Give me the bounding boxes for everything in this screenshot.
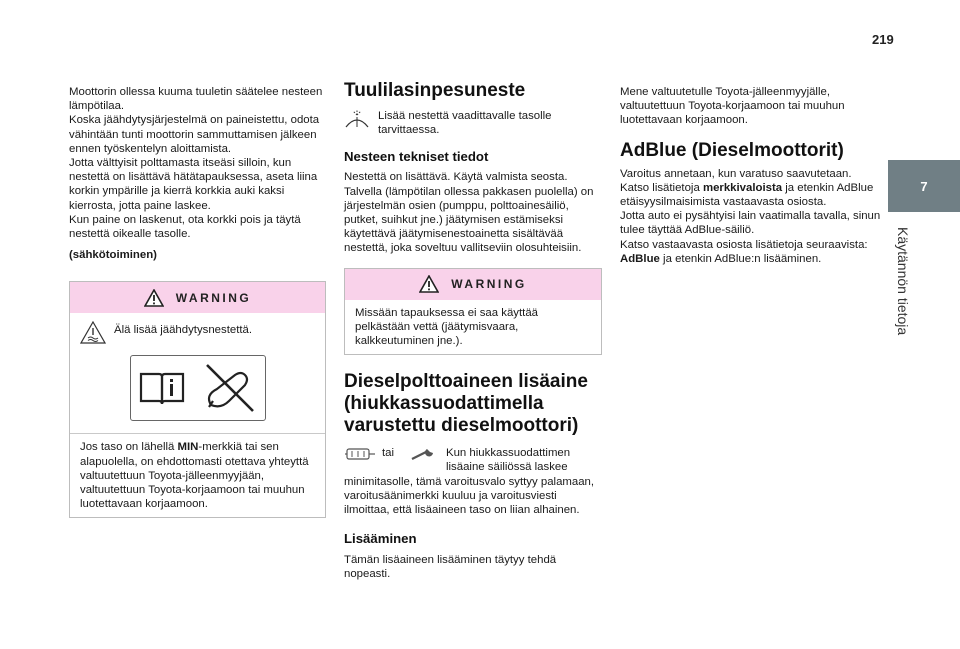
warning-title-2: WARNING bbox=[451, 277, 527, 292]
column-1 bbox=[69, 85, 331, 518]
warning-title: WARNING bbox=[175, 290, 252, 305]
washer-fluid-title: Tuulilasinpesuneste bbox=[344, 80, 526, 101]
spec-text: Nestettä on lisättävä. Käytä valmista seosta. Talvella (lämpötilan ollessa pakkasen puolella) on järjestelmän osien (pumppu, polttoainesäiliö, putket, suihkut jne.) jäätymisen estämiseksi käytettävä jäätymisenestoainetta sisältävää nestettä, joka soveltuu vallitseviin olosuhteisiin. bbox=[344, 171, 594, 255]
column-3 bbox=[620, 85, 882, 266]
adblue-text: Varoitus annetaan, kun varatuso saavutetaan. Katso lisätietoja merkkivaloista ja etenkin AdBlue etäisyysilmaisimista vastaavasta osiosta. Jotta auto ei pysähtyisi lain vaatimalla tavalla, sinun tulee täyttää AdBlue-säiliö. Katso vastaavasta osiosta lisätietoja seuraavista: AdBlue ja etenkin AdBlue:n lisääminen. bbox=[620, 167, 881, 265]
adblue-title: AdBlue (Dieselmoottorit) bbox=[620, 139, 844, 161]
column-2 bbox=[344, 80, 602, 582]
warning-header-2 bbox=[345, 269, 601, 300]
spec-heading: Nesteen tekniset tiedot bbox=[344, 149, 489, 165]
diesel-text: minimitasolle, tämä varoitusvalo syttyy palamaan, varoitusäänimerkki kuuluu ja varoitusviesti ilmoittaa, että lisäaineen taso on liian alhainen. bbox=[344, 475, 595, 517]
diesel-indicator-row bbox=[344, 446, 602, 474]
or-label: tai bbox=[382, 447, 395, 460]
page-number: 219 bbox=[872, 32, 894, 47]
warning-triangle-icon bbox=[144, 289, 164, 307]
manual-book-icon bbox=[137, 368, 187, 408]
coolant-warning-box bbox=[69, 281, 326, 518]
wrench-icon bbox=[410, 446, 440, 462]
diesel-additive-title: Dieselpolttoaineen lisäaine (hiukkassuodattimella varustettu dieselmoottori) bbox=[344, 371, 588, 437]
coolant-subtitle: (sähkötoiminen) bbox=[69, 249, 157, 262]
coolant-caution-icon bbox=[80, 321, 106, 345]
pictogram-box bbox=[130, 355, 266, 421]
washer-note: Lisää nestettä vaadittavalle tasolle tarvittaessa. bbox=[378, 110, 552, 137]
no-refill-icon bbox=[199, 361, 259, 415]
chapter-tab[interactable]: 7 bbox=[888, 160, 960, 212]
warning-bottom-text: Jos taso on lähellä MIN-merkkiä tai sen alapuolella, on ehdottomasti otettava yhteyttä valtuutettuun Toyota-jälleenmyyjään, valtuutettuun Toyota-korjaamoon tai muuhun luotettavaan korjaamoon. bbox=[80, 441, 309, 511]
diesel-side-text: Kun hiukkassuodattimen lisäaine säiliössä laskee bbox=[446, 447, 571, 474]
warning-triangle-icon bbox=[419, 275, 439, 293]
warning-header bbox=[70, 282, 325, 313]
warning-text-2: Missään tapauksessa ei saa käyttää pelkästään vettä (jäätymisvaara, kalkkeutuminen jne.). bbox=[355, 306, 538, 348]
dealer-text: Mene valtuutetulle Toyota-jälleenmyyjälle, valtuutettuun Toyota-korjaamoon tai muuhun luotettavaan korjaamoon. bbox=[620, 86, 845, 127]
chapter-label: Käytännön tietoja bbox=[895, 226, 911, 336]
refill-heading: Lisääminen bbox=[344, 531, 417, 547]
coolant-intro: Moottorin ollessa kuuma tuuletin säätelee nesteen lämpötilaa. Koska jäähdytysjärjestelmä on paineistettu, odota vähintään tunti moottorin sammuttamisen jälkeen ennen työskentelyn aloittamista. Jotta välttyisit polttamasta itseäsi silloin, kun nestettä on lisättävä hätätapauksessa, aseta liina korkin ympärille ja kierrä korkkia auki kaksi kierrosta, jotta paine laskee. Kun paine on laskenut, ota korkki pois ja täytä nestettä oikealle tasolle. bbox=[69, 86, 323, 241]
refill-text: Tämän lisäaineen lisääminen täytyy tehdä nopeasti. bbox=[344, 554, 557, 581]
fuel-filter-icon bbox=[344, 446, 376, 462]
warning-text: Älä lisää jäähdytysnestettä. bbox=[114, 324, 253, 337]
washer-warning-box bbox=[344, 268, 602, 356]
min-mark: MIN bbox=[177, 441, 199, 454]
washer-fluid-icon bbox=[344, 109, 370, 131]
